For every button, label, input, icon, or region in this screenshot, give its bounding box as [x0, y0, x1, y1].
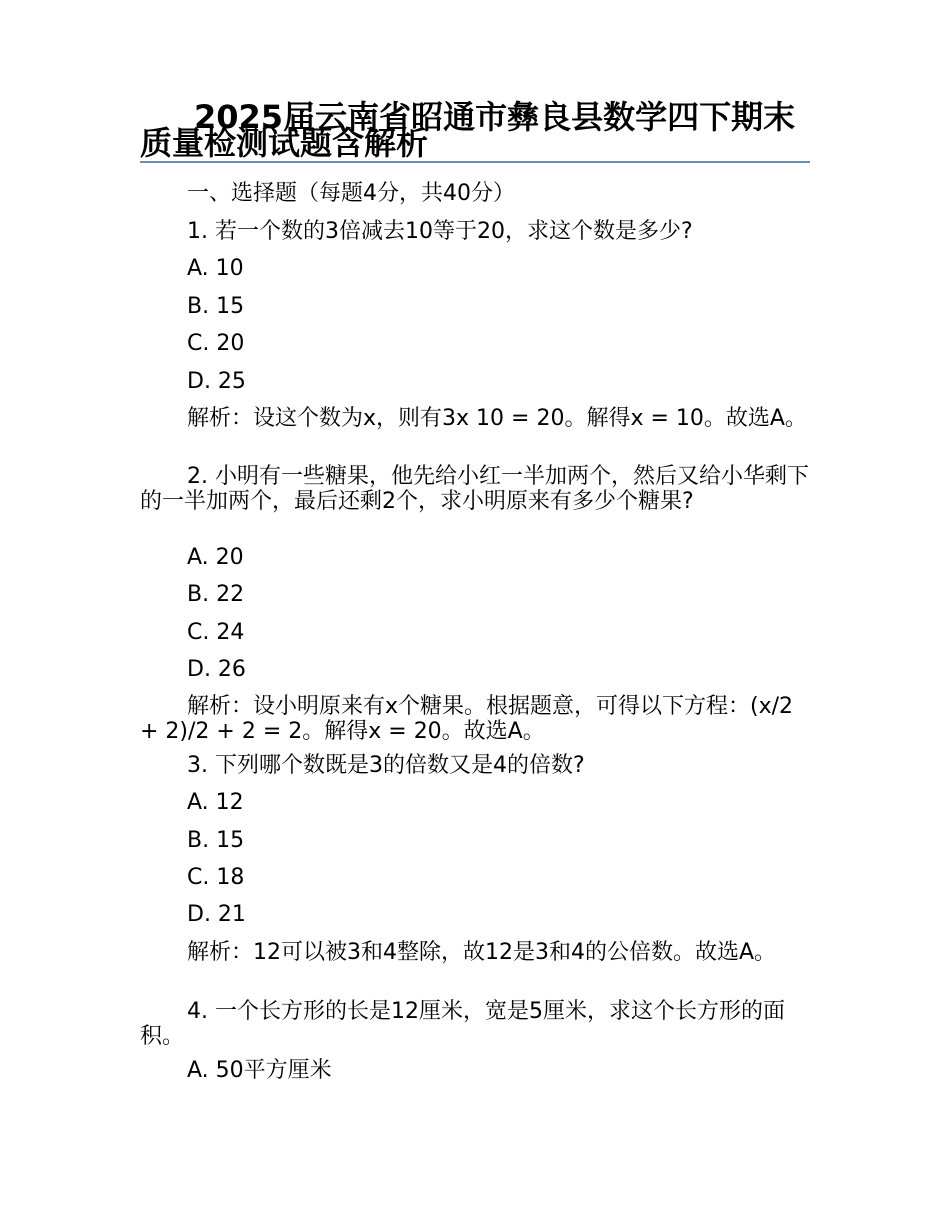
question-2-option-b: B. 22 [187, 582, 245, 607]
question-1-option-c: C. 20 [187, 331, 245, 356]
question-2-option-d: D. 26 [187, 657, 246, 682]
question-1-analysis: 解析：设这个数为x，则有3x 10 = 20。解得x = 10。故选A。 [187, 406, 807, 431]
question-1-stem: 1. 若一个数的3倍减去10等于20，求这个数是多少? [187, 219, 693, 244]
question-3-analysis: 解析：12可以被3和4整除，故12是3和4的公倍数。故选A。 [187, 940, 777, 965]
question-3-option-b: B. 15 [187, 828, 245, 853]
title-underline [140, 161, 810, 163]
question-3-option-d: D. 21 [187, 902, 246, 927]
question-4-stem: 4. 一个长方形的长是12厘米，宽是5厘米，求这个长方形的面积。 [140, 999, 785, 1049]
question-1-option-b: B. 15 [187, 294, 245, 319]
question-4-option-a: A. 50平方厘米 [187, 1058, 332, 1083]
question-1-option-d: D. 25 [187, 369, 246, 394]
section-heading: 一、选择题（每题4分，共40分） [187, 181, 515, 206]
question-3-option-c: C. 18 [187, 865, 245, 890]
question-2-stem: 2. 小明有一些糖果，他先给小红一半加两个，然后又给小华剩下的一半加两个，最后还剩2个，求小明原来有多少个糖果? [140, 464, 809, 514]
question-2-option-a: A. 20 [187, 545, 244, 570]
question-2-option-c: C. 24 [187, 620, 245, 645]
question-3-option-a: A. 12 [187, 790, 244, 815]
question-2-analysis: 解析：设小明原来有x个糖果。根据题意，可得以下方程：(x/2 + 2)/2 + 2 = 2。解得x = 20。故选A。 [140, 694, 794, 744]
document-title: 2025届云南省昭通市彝良县数学四下期末质量检测试题含解析 [140, 98, 796, 162]
question-1-option-a: A. 10 [187, 256, 244, 281]
question-3-stem: 3. 下列哪个数既是3的倍数又是4的倍数? [187, 753, 585, 778]
